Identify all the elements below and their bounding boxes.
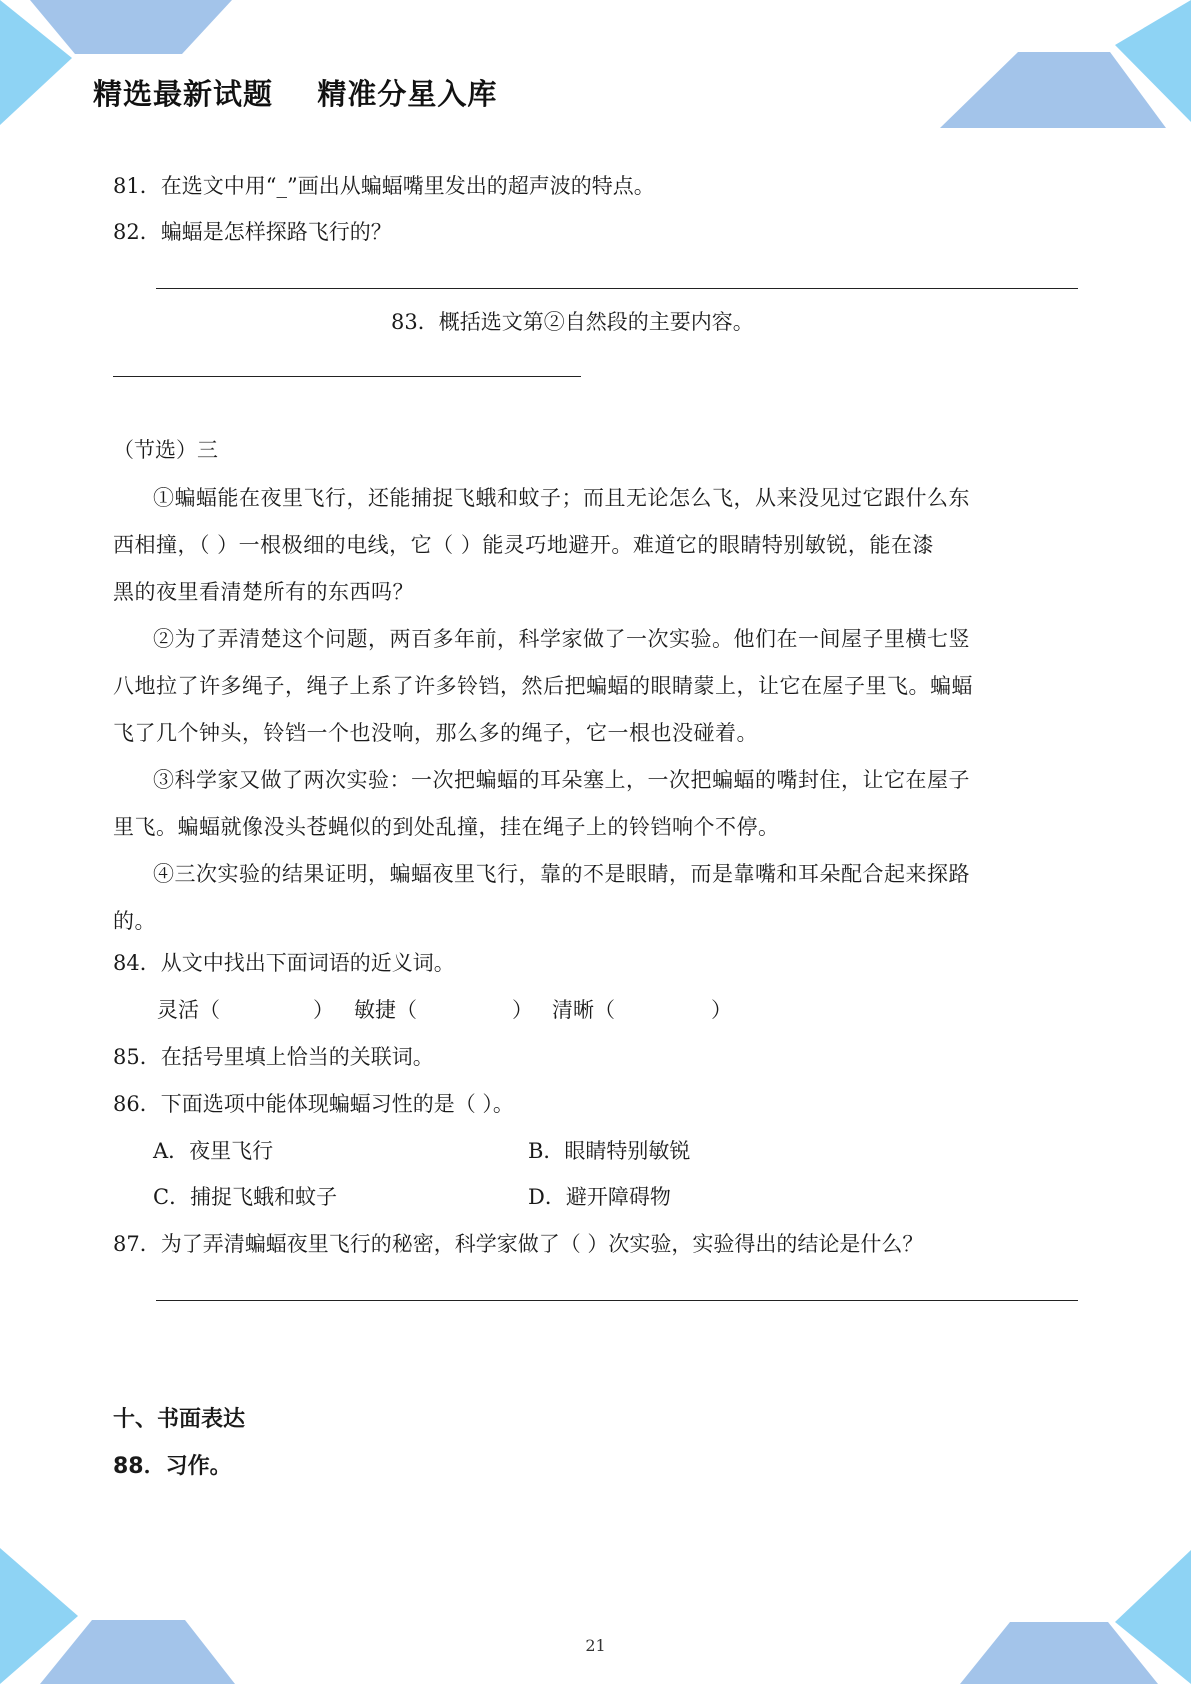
answer-line-82[interactable] — [156, 288, 1078, 289]
passage-line: 西相撞，（ ）一根极细的电线，它（ ）能灵巧地避开。难道它的眼睛特别敏锐，能在漆 — [113, 533, 934, 557]
question-84: 84．从文中找出下面词语的近义词。 — [113, 951, 455, 975]
question-83: 83．概括选文第②自然段的主要内容。 — [391, 310, 754, 334]
passage-line: 黑的夜里看清楚所有的东西吗？ — [113, 580, 414, 604]
question-85: 85．在括号里填上恰当的关联词。 — [113, 1045, 434, 1069]
option-a[interactable]: A．夜里飞行 — [153, 1139, 274, 1163]
option-d[interactable]: D．避开障碍物 — [528, 1185, 671, 1209]
synonym-blank-2-close[interactable]: ） — [512, 998, 533, 1022]
question-81: 81．在选文中用“_”画出从蝙蝠嘴里发出的超声波的特点。 — [113, 174, 655, 198]
passage-line: 八地拉了许多绳子，绳子上系了许多铃铛，然后把蝙蝠的眼睛蒙上，让它在屋子里飞。蝙蝠 — [113, 674, 973, 698]
section-heading: 十、书面表达 — [113, 1407, 246, 1432]
passage-line: ④三次实验的结果证明，蝙蝠夜里飞行，靠的不是眼睛，而是靠嘴和耳朵配合起来探路 — [153, 862, 970, 886]
synonym-blank-1-close[interactable]: ） — [313, 998, 334, 1022]
passage-line: 里飞。蝙蝠就像没头苍蝇似的到处乱撞，挂在绳子上的铃铛响个不停。 — [113, 815, 780, 839]
passage-line: 飞了几个钟头，铃铛一个也没响，那么多的绳子，它一根也没碰着。 — [113, 721, 758, 745]
synonym-word-1: 灵活（ — [157, 998, 220, 1022]
passage-line: ①蝙蝠能在夜里飞行，还能捕捉飞蛾和蚊子；而且无论怎么飞，从来没见过它跟什么东 — [153, 486, 970, 510]
synonym-blank-3-close[interactable]: ） — [711, 998, 732, 1022]
option-b[interactable]: B．眼睛特别敏锐 — [528, 1139, 691, 1163]
answer-line-83[interactable] — [113, 376, 581, 377]
option-c[interactable]: C．捕捉飞蛾和蚊子 — [153, 1185, 338, 1209]
question-87: 87．为了弄清蝙蝠夜里飞行的秘密，科学家做了（ ）次实验，实验得出的结论是什么？ — [113, 1232, 924, 1256]
passage-line: ③科学家又做了两次实验：一次把蝙蝠的耳朵塞上，一次把蝙蝠的嘴封住，让它在屋子 — [153, 768, 970, 792]
passage-title: （节选）三 — [113, 438, 218, 462]
passage-line: ②为了弄清楚这个问题，两百多年前，科学家做了一次实验。他们在一间屋子里横七竖 — [153, 627, 970, 651]
question-82: 82．蝙蝠是怎样探路飞行的？ — [113, 220, 392, 244]
passage-line: 的。 — [113, 909, 156, 933]
synonym-word-2: 敏捷（ — [354, 998, 417, 1022]
header-title: 精选最新试题 精准分星入库 — [93, 77, 498, 111]
answer-line-87[interactable] — [156, 1300, 1078, 1301]
synonym-word-3: 清晰（ — [552, 998, 615, 1022]
question-88: 88．习作。 — [113, 1454, 232, 1479]
question-86: 86．下面选项中能体现蝙蝠习性的是（ ）。 — [113, 1092, 514, 1116]
deco-top-right-trapezoid — [940, 52, 1166, 128]
deco-top-left-trapezoid — [30, 0, 232, 54]
page-number: 21 — [585, 1636, 606, 1655]
